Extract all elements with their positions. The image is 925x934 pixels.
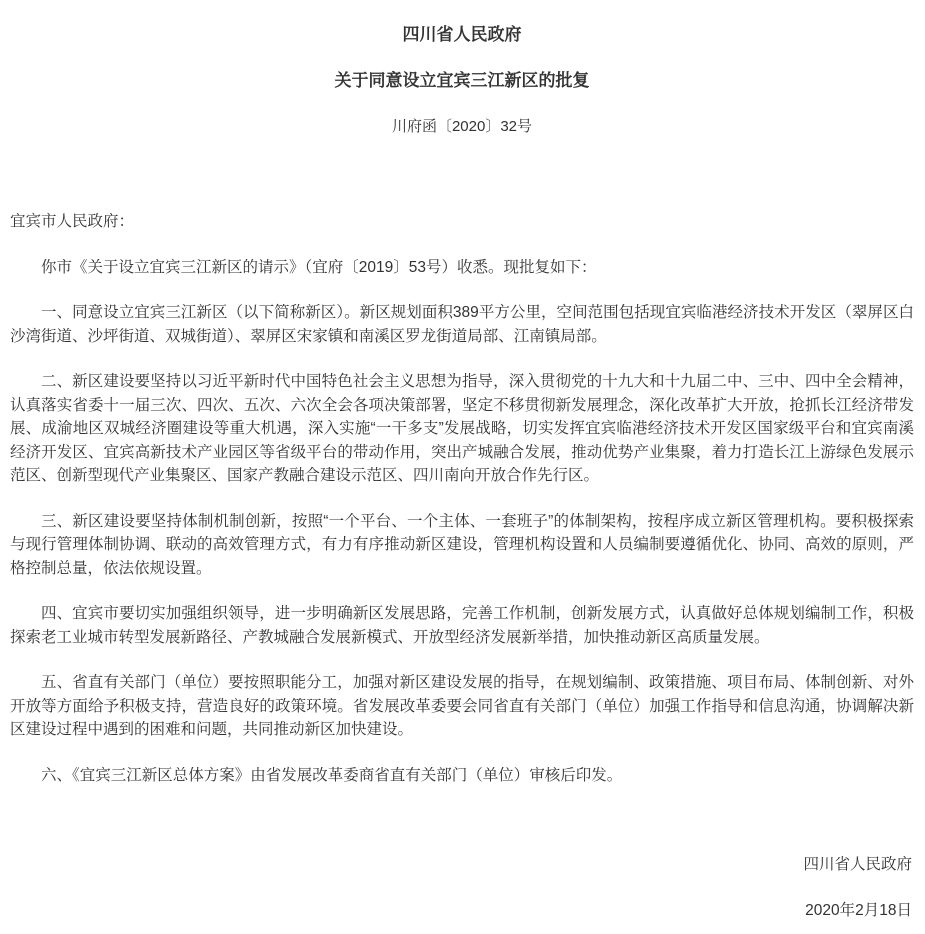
document-header [10, 25, 914, 136]
document-body [10, 210, 914, 787]
paragraph-item-1: 一、同意设立宜宾三江新区（以下简称新区）。新区规划面积389平方公里，空间范围包括现宜宾临港经济技术开发区（翠屏区白沙湾街道、沙坪街道、双城街道）、翠屏区宋家镇和南溪区罗龙街道局部、江南镇局部。 [10, 304, 914, 345]
document-number: 川府函〔2020〕32号 [391, 118, 533, 135]
paragraph-item-2: 二、新区建设要坚持以习近平新时代中国特色社会主义思想为指导，深入贯彻党的十九大和十九届二中、三中、四中全会精神，认真落实省委十一届三次、四次、五次、六次全会各项决策部署，坚定不移贯彻新发展理念，深化改革扩大开放，抢抓长江经济带发展、成渝地区双城经济圈建设等重大机遇，深入实施“一干多支”发展战略，切实发挥宜宾临港经济技术开发区国家级平台和宜宾南溪经济开发区、宜宾高新技术产业园区等省级平台的带动作用，突出产城融合发展，推动优势产业集聚，着力打造长江上游绿色发展示范区、创新型现代产业集聚区、国家产教融合建设示范区、四川南向开放合作先行区。 [10, 373, 914, 484]
issuer-title: 四川省人民政府 [402, 25, 522, 44]
paragraph-item-5: 五、省直有关部门（单位）要按照职能分工，加强对新区建设发展的指导，在规划编制、政策措施、项目布局、体制创新、对外开放等方面给予积极支持，营造良好的政策环境。省发展改革委要会同省直有关部门（单位）加强工作指导和信息沟通，协调解决新区建设过程中遇到的困难和问题，共同推动新区加快建设。 [10, 674, 914, 738]
signature-block [10, 853, 914, 922]
document-title: 关于同意设立宜宾三江新区的批复 [334, 71, 590, 90]
paragraph-intro: 你市《关于设立宜宾三江新区的请示》（宜府〔2019〕53号）收悉。现批复如下： [41, 258, 597, 276]
recipient-line: 宜宾市人民政府： [10, 213, 135, 230]
paragraph-item-4: 四、宜宾市要切实加强组织领导，进一步明确新区发展思路，完善工作机制，创新发展方式，认真做好总体规划编制工作，积极探索老工业城市转型发展新路径、产教城融合发展新模式、开放型经济发展新举措，加快推动新区高质量发展。 [10, 605, 914, 646]
paragraph-item-3: 三、新区建设要坚持体制机制创新，按照“一个平台、一个主体、一套班子”的体制架构，按程序成立新区管理机构。要积极探索与现行管理体制协调、联动的高效管理方式，有力有序推动新区建设，管理机构设置和人员编制要遵循优化、协同、高效的原则，严格控制总量，依法依规设置。 [10, 512, 914, 577]
signature-issuer: 四川省人民政府 [803, 856, 912, 873]
signature-date: 2020年2月18日 [805, 901, 912, 919]
paragraph-item-6: 六、《宜宾三江新区总体方案》由省发展改革委商省直有关部门（单位）审核后印发。 [41, 766, 623, 784]
